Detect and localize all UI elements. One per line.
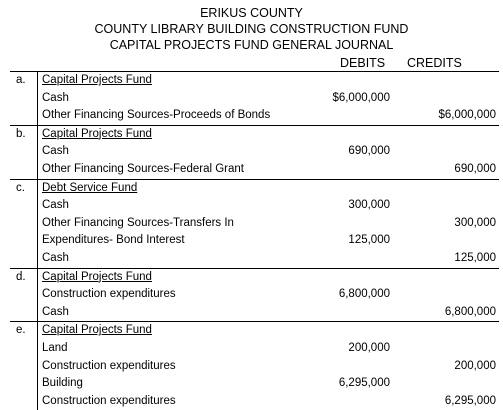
debit-amount: 690,000 — [348, 145, 390, 158]
entry-letter: b. — [16, 127, 26, 140]
journal-line-row — [10, 107, 499, 125]
credit-amount: 690,000 — [454, 162, 496, 175]
account-name: Construction expenditures — [42, 288, 176, 301]
org-title: ERIKUS COUNTY — [200, 6, 303, 20]
account-name: Cash — [42, 251, 69, 264]
credit-amount: 125,000 — [454, 251, 496, 264]
account-name: Other Financing Sources-Transfers In — [42, 216, 234, 229]
journal-line-row — [10, 232, 499, 250]
journal-entry-header-row — [10, 268, 499, 287]
credit-amount: 200,000 — [454, 359, 496, 372]
account-name: Cash — [42, 305, 69, 318]
debit-amount: 300,000 — [348, 199, 390, 212]
account-name: Construction expenditures — [42, 394, 176, 407]
journal-entry-header-row — [10, 321, 499, 340]
letter-divider — [37, 393, 38, 410]
letter-divider — [37, 180, 38, 198]
journal-line-row — [10, 304, 499, 322]
debit-amount: 6,800,000 — [338, 288, 390, 301]
journal-entry-header-row — [10, 125, 499, 144]
letter-divider — [37, 197, 38, 215]
account-name: Expenditures- Bond Interest — [42, 234, 185, 247]
fund-title: COUNTY LIBRARY BUILDING CONSTRUCTION FUND — [94, 22, 409, 36]
account-name: Cash — [42, 91, 69, 104]
letter-divider — [37, 375, 38, 393]
credits-column-header: CREDITS — [407, 56, 462, 70]
entry-letter: c. — [16, 181, 25, 194]
letter-divider — [37, 250, 38, 268]
credit-amount: 6,800,000 — [444, 305, 496, 318]
account-name: Building — [42, 377, 83, 390]
letter-divider — [37, 107, 38, 125]
entry-letter: d. — [16, 270, 26, 283]
entry-letter: a. — [16, 74, 26, 86]
account-name: Other Financing Sources-Federal Grant — [42, 162, 244, 175]
journal-line-row — [10, 143, 499, 161]
journal-line-row — [10, 286, 499, 304]
letter-divider — [37, 143, 38, 161]
journal-line-row — [10, 161, 499, 179]
letter-divider — [37, 126, 38, 144]
letter-divider — [37, 269, 38, 287]
debits-column-header: DEBITS — [340, 56, 386, 70]
journal-line-row — [10, 375, 499, 393]
account-name: Construction expenditures — [42, 359, 176, 372]
debit-amount: 200,000 — [348, 341, 390, 354]
journal-entry-header-row — [10, 72, 499, 90]
fund-name: Capital Projects Fund — [42, 270, 152, 283]
letter-divider — [37, 322, 38, 340]
letter-divider — [37, 340, 38, 358]
journal-line-row — [10, 90, 499, 108]
debit-amount: 6,295,000 — [338, 377, 390, 390]
journal-line-row — [10, 340, 499, 358]
journal-table — [10, 72, 499, 410]
account-name: Cash — [42, 199, 69, 212]
fund-name: Capital Projects Fund — [42, 127, 152, 140]
credit-amount: $6,000,000 — [438, 109, 496, 122]
fund-name: Capital Projects Fund — [42, 74, 152, 86]
journal-line-row — [10, 393, 499, 410]
account-name: Other Financing Sources-Proceeds of Bonds — [42, 109, 271, 122]
debit-amount: 125,000 — [348, 234, 390, 247]
letter-divider — [37, 72, 38, 90]
journal-line-row — [10, 358, 499, 376]
letter-divider — [37, 304, 38, 322]
debit-amount: $6,000,000 — [332, 91, 390, 104]
letter-divider — [37, 358, 38, 376]
journal-line-row — [10, 215, 499, 233]
entry-letter: e. — [16, 324, 26, 337]
account-name: Land — [42, 341, 68, 354]
fund-name: Debt Service Fund — [42, 181, 138, 194]
fund-name: Capital Projects Fund — [42, 324, 152, 337]
letter-divider — [37, 215, 38, 233]
credit-amount: 6,295,000 — [444, 394, 496, 407]
credit-amount: 300,000 — [454, 216, 496, 229]
letter-divider — [37, 90, 38, 108]
journal-line-row — [10, 250, 499, 268]
journal-title: CAPITAL PROJECTS FUND GENERAL JOURNAL — [109, 38, 394, 52]
account-name: Cash — [42, 145, 69, 158]
journal-line-row — [10, 197, 499, 215]
letter-divider — [37, 161, 38, 179]
letter-divider — [37, 286, 38, 304]
letter-divider — [37, 232, 38, 250]
journal-entry-header-row — [10, 179, 499, 198]
